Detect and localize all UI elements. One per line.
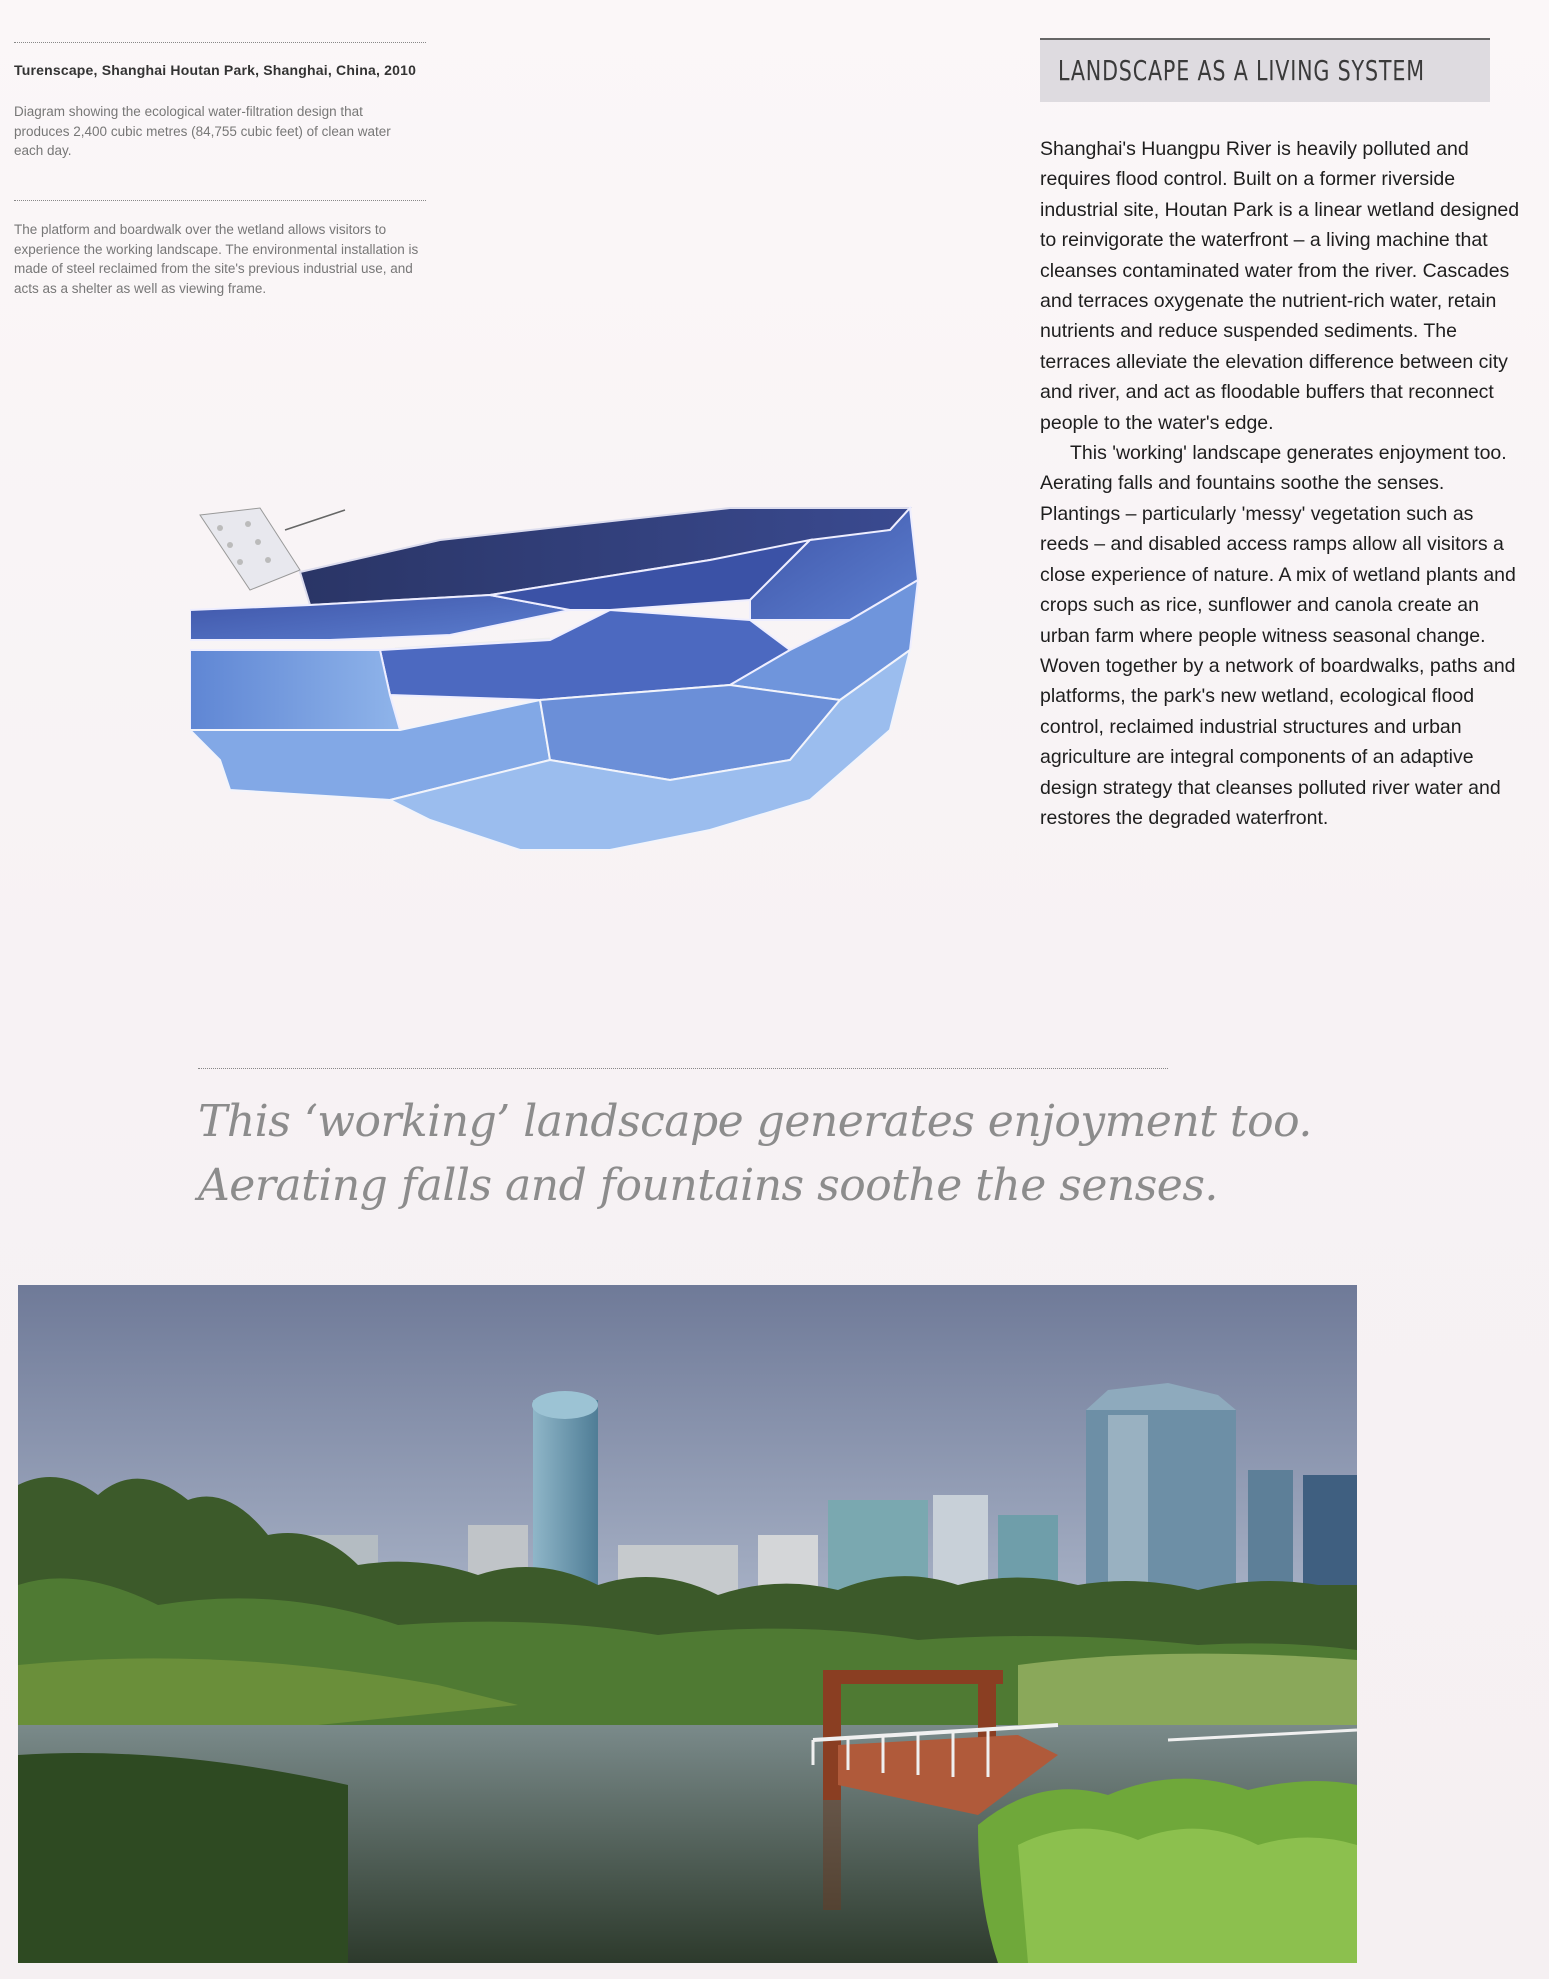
wetland-photograph	[18, 1285, 1357, 1963]
caption-title: Turenscape, Shanghai Houtan Park, Shanghai, China, 2010	[14, 62, 417, 78]
terrace-diagram-svg	[190, 500, 920, 880]
section-heading: LANDSCAPE AS A LIVING SYSTEM	[1058, 54, 1425, 87]
caption-divider-top	[14, 42, 426, 43]
caption-diagram-description: Diagram showing the ecological water-filtration design that produces 2,400 cubic metres (84,755 cubic feet) of clean water each day.	[14, 104, 391, 158]
water-filtration-diagram	[190, 500, 920, 880]
caption-divider-middle	[14, 200, 426, 201]
article-paragraph-2: This 'working' landscape generates enjoyment too. Aerating falls and fountains soothe the senses. Plantings – particularly 'messy' vegetation such as reeds – and disabled access ramps allow all visitors a close experience of nature. A mix of wetland plants and crops such as rice, sunflower and canola create an urban farm where people witness seasonal change. Woven together by a network of boardwalks, paths and platforms, the park's new wetland, ecological flood control, reclaimed industrial structures and urban agriculture are integral components of an adaptive design strategy that cleanses polluted river water and restores the degraded waterfront.	[1040, 442, 1516, 829]
pull-quote-line-1: This ‘working’ landscape generates enjoyment too.	[198, 1096, 1312, 1147]
terrace-lower-left	[190, 650, 400, 730]
pull-quote-line-2: Aerating falls and fountains soothe the senses.	[198, 1160, 1218, 1211]
article-paragraph-1: Shanghai's Huangpu River is heavily polluted and requires flood control. Built on a former riverside industrial site, Houtan Park is a linear wetland designed to reinvigorate the waterfront – a living machine that cleanses contaminated water from the river. Cascades and terraces oxygenate the nutrient-rich water, retain nutrients and reduce suspended sediments. The terraces alleviate the elevation difference between city and river, and act as floodable buffers that reconnect people to the water's edge.	[1040, 138, 1520, 434]
quote-divider	[198, 1068, 1168, 1069]
wetland-photo-svg	[18, 1285, 1357, 1963]
caption-photo-description: The platform and boardwalk over the wetland allows visitors to experience the working landscape. The environmental installation is made of steel reclaimed from the site's previous industrial use, and acts as a shelter as well as viewing frame.	[14, 222, 419, 296]
terrace-mid-left	[190, 595, 570, 640]
pull-quote	[198, 1090, 1312, 1218]
section-heading-box	[1040, 38, 1490, 102]
article-body	[1040, 134, 1522, 833]
